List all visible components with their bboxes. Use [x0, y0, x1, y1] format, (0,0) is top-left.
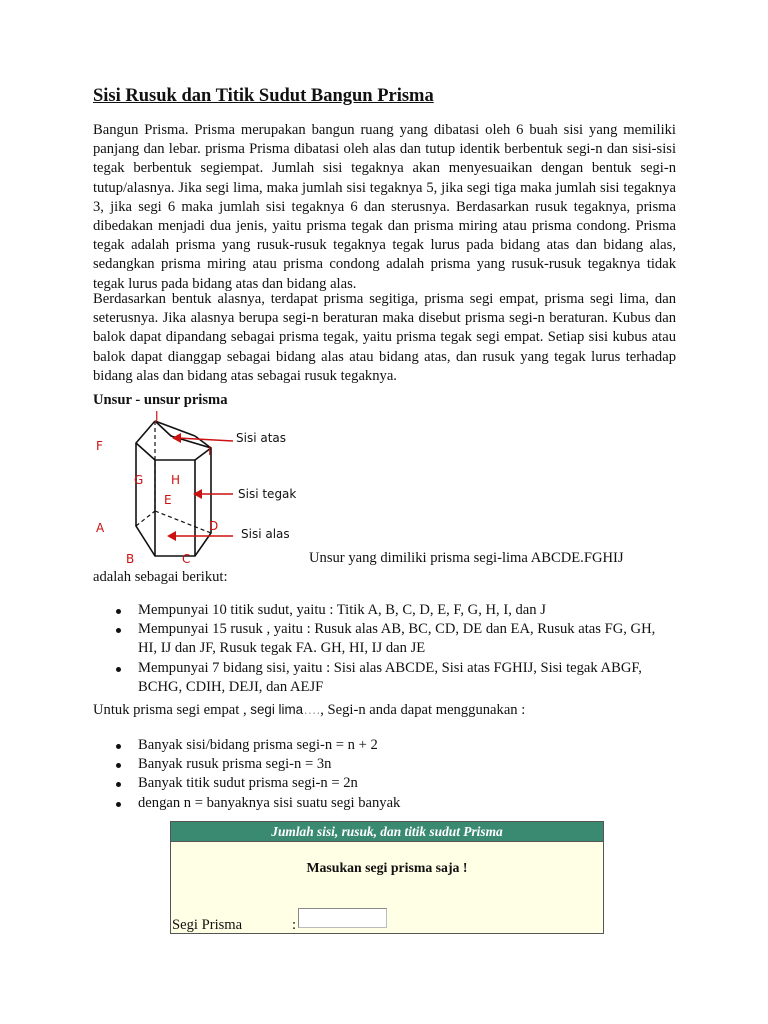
- list-item: Banyak rusuk prisma segi-n = 3n: [93, 755, 676, 774]
- calculator-message: Masukan segi prisma saja !: [306, 860, 468, 875]
- paragraph-intro: Bangun Prisma. Prisma merupakan bangun ruang yang dibatasi oleh 6 buah sisi yang memiliki panjang dan lebar. prisma Prisma dibatasi oleh alas dan tutup identik berbentuk segi-n dan sisi-sisi tegak berbentuk segiempat. Jumlah sisi tegaknya akan menyesuaikan dengan bentuk segi-n tutup/alasnya. Jika segi lima, maka jumlah sisi tegaknya 5, jika segi tiga maka jumlah sisi tegaknya 3, jika segi 6 maka jumlah sisi tegaknya 6 dan sterusnya. Berdasarkan rusuk tegaknya, prisma dibedakan menjadi dua jenis, yaitu prisma tegak dan prisma miring atau prisma condong. Prisma tegak adalah prisma yang rusuk-rusuk tegaknya tegak lurus pada bidang atas dan bidang alas, sedangkan prisma miring atau prisma condong adalah prisma yang rusuk-rusuk tegaknya tidak tegak lurus pada bidang atas dan bidang alas.: [93, 122, 676, 292]
- prism-diagram: [93, 408, 318, 568]
- page-title: Sisi Rusuk dan Titik Sudut Bangun Prisma: [93, 86, 434, 106]
- callout-labels: [236, 431, 296, 541]
- callout-label-top: Sisi atas: [236, 431, 287, 445]
- vertex-labels: [96, 409, 218, 566]
- formula-intro-dots: ….: [303, 702, 321, 717]
- formula-intro-b: segi lima: [250, 702, 304, 717]
- segi-prisma-colon: :: [292, 917, 297, 933]
- list-item: Banyak titik sudut prisma segi-n = 2n: [93, 774, 676, 793]
- calculator-header: Jumlah sisi, rusuk, dan titik sudut Prisma: [171, 822, 603, 842]
- vertex-label-a: A: [96, 521, 105, 535]
- vertex-label-c: C: [182, 552, 191, 566]
- vertex-label-b: B: [126, 552, 135, 566]
- section-heading-unsur: Unsur - unsur prisma: [93, 392, 228, 408]
- vertex-label-h: H: [171, 473, 181, 487]
- unsur-intro-line2: adalah sebagai berikut:: [93, 569, 228, 586]
- prism-calculator-form: [170, 821, 604, 934]
- callout-arrows: [167, 433, 233, 541]
- list-item: dengan n = banyaknya sisi suatu segi banyak: [93, 794, 676, 813]
- list-item: Banyak sisi/bidang prisma segi-n = n + 2: [93, 736, 676, 755]
- list-item: Mempunyai 10 titik sudut, yaitu : Titik A, B, C, D, E, F, G, H, I, dan J: [93, 601, 676, 620]
- segi-prisma-label: Segi Prisma: [172, 917, 243, 933]
- formula-list: [93, 736, 676, 813]
- formula-intro-c: , Segi-n anda dapat menggunakan :: [320, 702, 526, 718]
- vertex-label-e: E: [164, 493, 172, 507]
- callout-label-side: Sisi tegak: [238, 487, 297, 501]
- unsur-list: [93, 601, 676, 697]
- vertex-label-g: G: [134, 473, 144, 487]
- list-item: Mempunyai 15 rusuk , yaitu : Rusuk alas AB, BC, CD, DE dan EA, Rusuk atas FG, GH, HI, IJ dan JF, Rusuk tegak FA. GH, HI, IJ dan JE: [93, 620, 676, 658]
- formula-intro: [93, 702, 525, 719]
- vertex-label-i: I: [208, 444, 212, 458]
- vertex-label-j: J: [155, 409, 159, 423]
- callout-label-base: Sisi alas: [241, 527, 290, 541]
- segi-prisma-input[interactable]: [298, 908, 387, 928]
- vertex-label-f: F: [96, 439, 103, 453]
- paragraph-base-shapes: Berdasarkan bentuk alasnya, terdapat prisma segitiga, prisma segi empat, prisma segi lima, dan seterusnya. Jika alasnya berupa segi-n beraturan maka disebut prisma segi-n beraturan. Kubus dan balok dapat dipandang sebagai prisma tegak, yaitu prisma tegak segi empat. Setiap sisi kubus atau balok dapat dianggap sebagai bidang alas atau bidang atas, dan rusuk yang tegak lurus terhadap bidang alas dan bidang atas sebagai rusuk tegaknya.: [93, 291, 676, 384]
- vertex-label-d: D: [209, 519, 219, 533]
- unsur-intro-line1: Unsur yang dimiliki prisma segi-lima ABCDE.FGHIJ: [309, 550, 624, 566]
- list-item: Mempunyai 7 bidang sisi, yaitu : Sisi alas ABCDE, Sisi atas FGHIJ, Sisi tegak ABGF, BCHG, CDIH, DEJI, dan AEJF: [93, 659, 676, 697]
- unsur-intro: [93, 549, 676, 587]
- formula-intro-a: Untuk prisma segi empat ,: [93, 702, 251, 718]
